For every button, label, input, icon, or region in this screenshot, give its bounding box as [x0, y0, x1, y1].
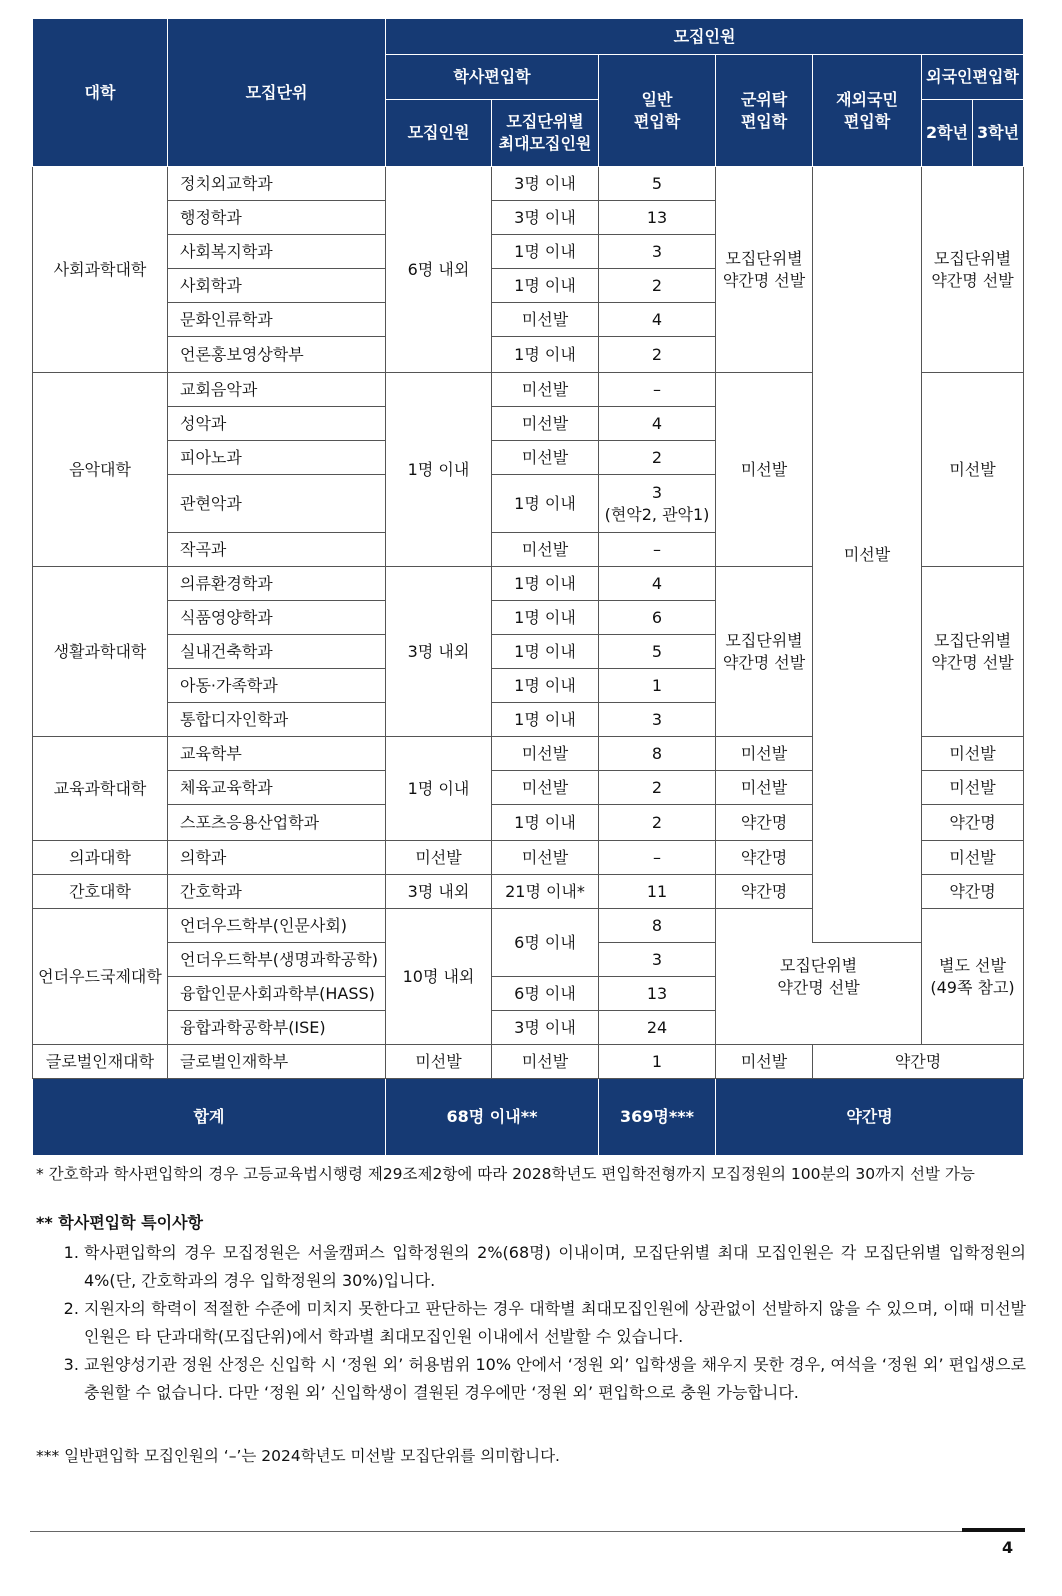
- footnote-nursing: * 간호학과 학사편입학의 경우 고등교육법시행령 제29조제2항에 따라 2028학년도 편입학전형까지 모집정원의 100분의 30까지 선발 가능: [36, 1165, 975, 1183]
- unit-name: 관현악과: [168, 475, 386, 533]
- general-count: 24: [599, 1011, 716, 1045]
- bachelor-count: 1명 이내: [386, 737, 492, 841]
- unit-name: 아동·가족학과: [168, 669, 386, 703]
- overseas-foreign-count: 약간명: [813, 1045, 1024, 1079]
- general-count: 2: [599, 441, 716, 475]
- total-label: 합계: [33, 1079, 386, 1156]
- bachelor-max: 미선발: [492, 1045, 599, 1079]
- unit-name: 언더우드학부(생명과학공학): [168, 943, 386, 977]
- general-count: 5: [599, 635, 716, 669]
- college-music: 음악대학: [33, 373, 168, 567]
- header-grade3: 3학년: [973, 100, 1024, 167]
- general-count: 1: [599, 669, 716, 703]
- note-item: 3. 교원양성기관 정원 산정은 신입학 시 ‘정원 외’ 허용범위 10% 안에서 ‘정원 외’ 입학생을 채우지 못한 경우, 여석을 ‘정원 외’ 편입생으로 충원할 수 없습니다. 다만 ‘정원 외’ 신입학생이 결원된 경우에만 ‘정원 외’ 편입학으로 충원 가능합니다.: [84, 1351, 1026, 1407]
- bachelor-max: 6명 이내: [492, 977, 599, 1011]
- foreign-music: 미선발: [922, 373, 1024, 567]
- header-foreign: 외국인편입학: [922, 55, 1024, 100]
- unit-name: 성악과: [168, 407, 386, 441]
- bachelor-max: 미선발: [492, 533, 599, 567]
- general-count: –: [599, 373, 716, 407]
- header-bachelor-count: 모집인원: [386, 100, 492, 167]
- unit-name: 작곡과: [168, 533, 386, 567]
- bachelor-max: 1명 이내: [492, 601, 599, 635]
- bachelor-max: 1명 이내: [492, 475, 599, 533]
- unit-name: 실내건축학과: [168, 635, 386, 669]
- military-life: 모집단위별 약간명 선발: [716, 567, 813, 737]
- header-recruit: 모집인원: [386, 19, 1024, 55]
- college-global: 글로벌인재대학: [33, 1045, 168, 1079]
- header-overseas: 재외국민 편입학: [813, 55, 922, 167]
- military-count: 미선발: [716, 737, 813, 771]
- header-general: 일반 편입학: [599, 55, 716, 167]
- military-social: 모집단위별 약간명 선발: [716, 167, 813, 373]
- military-count: 약간명: [716, 875, 813, 909]
- bachelor-max: 1명 이내: [492, 235, 599, 269]
- admission-table: [32, 18, 1024, 1156]
- general-count: 11: [599, 875, 716, 909]
- unit-name: 의학과: [168, 841, 386, 875]
- bachelor-max: 1명 이내: [492, 269, 599, 303]
- total-rest: 약간명: [716, 1079, 1024, 1156]
- military-count: 약간명: [716, 805, 813, 841]
- bachelor-max: 1명 이내: [492, 805, 599, 841]
- unit-name: 간호학과: [168, 875, 386, 909]
- note-item: 1. 학사편입학의 경우 모집정원은 서울캠퍼스 입학정원의 2%(68명) 이내이며, 모집단위별 최대 모집인원은 각 모집단위별 입학정원의 4%(단, 간호학과의 경우 입학정원의 30%)입니다.: [84, 1239, 1026, 1295]
- college-life: 생활과학대학: [33, 567, 168, 737]
- unit-name: 글로벌인재학부: [168, 1045, 386, 1079]
- unit-name: 의류환경학과: [168, 567, 386, 601]
- bachelor-count: 3명 내외: [386, 875, 492, 909]
- unit-name: 통합디자인학과: [168, 703, 386, 737]
- bachelor-max: 3명 이내: [492, 1011, 599, 1045]
- foreign-count: 약간명: [922, 875, 1024, 909]
- footer-marker: [962, 1528, 1025, 1532]
- unit-name: 사회학과: [168, 269, 386, 303]
- bachelor-count: 3명 내외: [386, 567, 492, 737]
- general-count: 8: [599, 909, 716, 943]
- bachelor-count: 미선발: [386, 841, 492, 875]
- unit-name: 언론홍보영상학부: [168, 337, 386, 373]
- foreign-count: 미선발: [922, 841, 1024, 875]
- general-count: 13: [599, 201, 716, 235]
- unit-name: 식품영양학과: [168, 601, 386, 635]
- general-count: 2: [599, 269, 716, 303]
- general-count: 2: [599, 771, 716, 805]
- bachelor-max: 미선발: [492, 407, 599, 441]
- unit-name: 융합인문사회과학부(HASS): [168, 977, 386, 1011]
- notes-title: ** 학사편입학 특이사항: [36, 1213, 203, 1232]
- bachelor-max: 3명 이내: [492, 201, 599, 235]
- bachelor-count: 6명 내외: [386, 167, 492, 373]
- header-bachelor-max: 모집단위별 최대모집인원: [492, 100, 599, 167]
- unit-name: 체육교육학과: [168, 771, 386, 805]
- foreign-count: 미선발: [922, 737, 1024, 771]
- bachelor-max: 미선발: [492, 841, 599, 875]
- foreign-count: 약간명: [922, 805, 1024, 841]
- general-count: 4: [599, 303, 716, 337]
- general-count: 4: [599, 567, 716, 601]
- general-count: 8: [599, 737, 716, 771]
- unit-name: 피아노과: [168, 441, 386, 475]
- general-count: 3: [599, 235, 716, 269]
- college-edu: 교육과학대학: [33, 737, 168, 841]
- bachelor-max: 21명 이내*: [492, 875, 599, 909]
- unit-name: 교회음악과: [168, 373, 386, 407]
- unit-name: 행정학과: [168, 201, 386, 235]
- bachelor-max: 1명 이내: [492, 669, 599, 703]
- military-overseas-underwood: 모집단위별 약간명 선발: [716, 909, 922, 1045]
- foreign-life: 모집단위별 약간명 선발: [922, 567, 1024, 737]
- general-count: 3 (현악2, 관악1): [599, 475, 716, 533]
- bachelor-max: 미선발: [492, 373, 599, 407]
- unit-name: 언더우드학부(인문사회): [168, 909, 386, 943]
- footer-divider: [30, 1531, 1024, 1532]
- footnote-general: *** 일반편입학 모집인원의 ‘–’는 2024학년도 미선발 모집단위를 의미합니다.: [36, 1447, 560, 1465]
- bachelor-max: 1명 이내: [492, 703, 599, 737]
- general-count: 2: [599, 805, 716, 841]
- military-count: 미선발: [716, 1045, 813, 1079]
- total-bachelor: 68명 이내**: [386, 1079, 599, 1156]
- college-social: 사회과학대학: [33, 167, 168, 373]
- bachelor-max: 3명 이내: [492, 167, 599, 201]
- unit-name: 정치외교학과: [168, 167, 386, 201]
- college-nursing: 간호대학: [33, 875, 168, 909]
- bachelor-max: 미선발: [492, 771, 599, 805]
- bachelor-max: 1명 이내: [492, 635, 599, 669]
- bachelor-count: 1명 이내: [386, 373, 492, 567]
- general-count: –: [599, 841, 716, 875]
- unit-name: 스포츠응용산업학과: [168, 805, 386, 841]
- header-unit: 모집단위: [168, 19, 386, 167]
- bachelor-count: 미선발: [386, 1045, 492, 1079]
- unit-name: 사회복지학과: [168, 235, 386, 269]
- total-general: 369명***: [599, 1079, 716, 1156]
- college-med: 의과대학: [33, 841, 168, 875]
- bachelor-count: 10명 내외: [386, 909, 492, 1045]
- general-count: –: [599, 533, 716, 567]
- unit-name: 교육학부: [168, 737, 386, 771]
- military-count: 약간명: [716, 841, 813, 875]
- general-count: 3: [599, 703, 716, 737]
- unit-name: 융합과학공학부(ISE): [168, 1011, 386, 1045]
- bachelor-max: 미선발: [492, 737, 599, 771]
- general-count: 4: [599, 407, 716, 441]
- foreign-underwood: 별도 선발 (49쪽 참고): [922, 909, 1024, 1045]
- general-count: 13: [599, 977, 716, 1011]
- notes-list: [36, 1239, 1026, 1407]
- header-grade2: 2학년: [922, 100, 973, 167]
- bachelor-notes: [36, 1210, 1026, 1407]
- header-college: 대학: [33, 19, 168, 167]
- general-count: 3: [599, 943, 716, 977]
- military-count: 미선발: [716, 771, 813, 805]
- general-count: 1: [599, 1045, 716, 1079]
- header-military: 군위탁 편입학: [716, 55, 813, 167]
- unit-name: 문화인류학과: [168, 303, 386, 337]
- bachelor-max: 6명 이내: [492, 909, 599, 977]
- bachelor-max: 1명 이내: [492, 567, 599, 601]
- note-item: 2. 지원자의 학력이 적절한 수준에 미치지 못한다고 판단하는 경우 대학별 최대모집인원에 상관없이 선발하지 않을 수 있으며, 이때 미선발인원은 타 단과대학(모집단위)에서 학과별 최대모집인원 이내에서 선발할 수 있습니다.: [84, 1295, 1026, 1351]
- military-music: 미선발: [716, 373, 813, 567]
- general-count: 2: [599, 337, 716, 373]
- header-bachelor: 학사편입학: [386, 55, 599, 100]
- overseas-all: 미선발: [813, 167, 922, 943]
- college-underwood: 언더우드국제대학: [33, 909, 168, 1045]
- page-number: 4: [1002, 1538, 1014, 1557]
- bachelor-max: 미선발: [492, 441, 599, 475]
- foreign-social: 모집단위별 약간명 선발: [922, 167, 1024, 373]
- general-count: 5: [599, 167, 716, 201]
- foreign-count: 미선발: [922, 771, 1024, 805]
- general-count: 6: [599, 601, 716, 635]
- bachelor-max: 1명 이내: [492, 337, 599, 373]
- bachelor-max: 미선발: [492, 303, 599, 337]
